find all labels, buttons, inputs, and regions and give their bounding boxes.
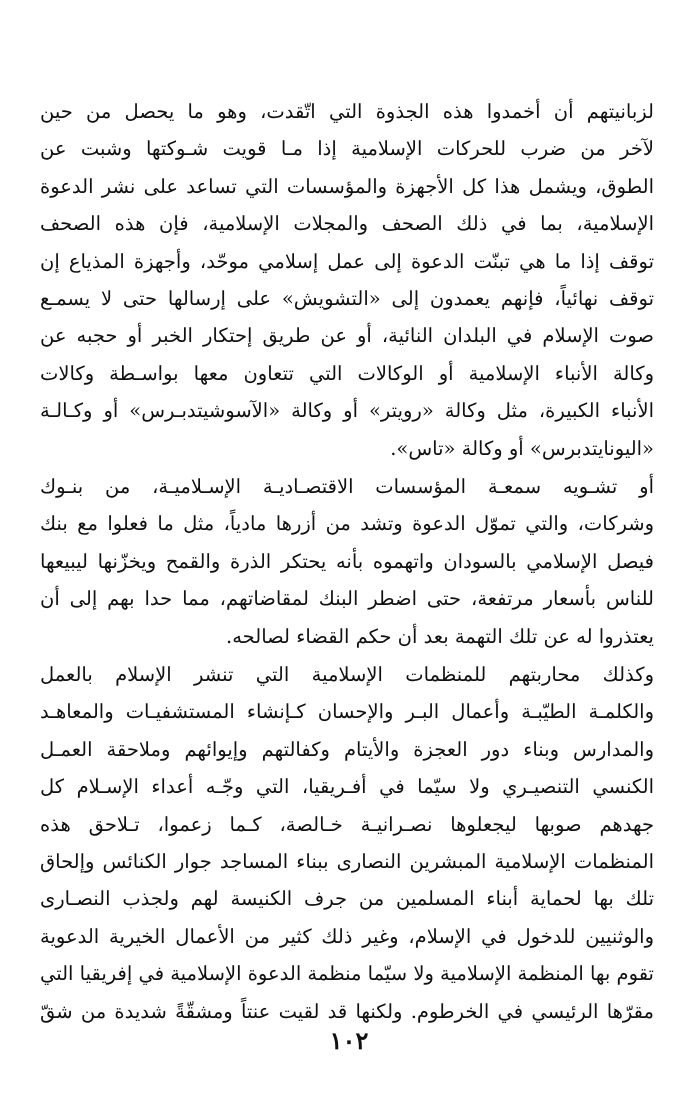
text-line: لآخر من ضرب للحركات الإسلامية إذا مـا قويت شـوكتها وشبت عن xyxy=(40,137,654,161)
text-line: وشركات، والتي تموّل الدعوة وتشد من أزرها مادياً، مثل ما فعلوا مع بنك xyxy=(40,512,654,536)
page-number: ١٠٢ xyxy=(329,1026,369,1055)
text-line: للناس بأسعار مرتفعة، حتى اضطر البنك لمقاضاتهم، مما حدا بهم إلى أن xyxy=(40,587,654,611)
text-line: فيصل الإسلامي بالسودان واتهموه بأنه يحتكر الذرة والقمح ويخزّنها ليبيعها xyxy=(40,549,654,573)
text-line: جهدهم صوبها ليجعلوها نصـرانيـة خـالصة، كـما زعموا، تـلاحق هذه xyxy=(40,812,654,836)
text-line: أو تشـويه سمعـة المؤسسات الاقتصـاديـة الإسـلاميـة، من بنـوك xyxy=(40,475,654,498)
text-line: والمدارس وبناء دور العجزة والأيتام وكفالتهم وإيوائهم وملاحقة العمـل xyxy=(40,737,654,761)
text-line: الطوق، ويشمل هذا كل الأجهزة والمؤسسات التي تساعد على نشر الدعوة xyxy=(40,174,654,198)
text-line: الكنسي التنصيـري ولا سيّما في أفـريقيا، التي وجّـه أعداء الإسـلام كل xyxy=(40,775,654,799)
text-line: تقوم بها المنظمة الإسلامية ولا سيّما منظمة الدعوة الإسلامية في إفريقيا التي xyxy=(40,962,654,986)
text-line: وكالة الأنباء الإسلامية أو الوكالات التي تتعاون معها بواسـطة وكالات xyxy=(40,361,654,385)
text-line: المنظمات الإسلامية المبشرين النصارى ببناء المساجد جوار الكنائس وإلحاق xyxy=(40,850,654,874)
text-line: مقرّها الرئيسي في الخرطوم. ولكنها قد لقيت عنتاً ومشقّةً شديدة من شقّ xyxy=(40,999,654,1023)
text-line: الأنباء الكبيرة، مثل وكالة «رويتر» أو وكالة «الآسوشيتدبـرس» أو وكـالـة xyxy=(40,399,654,423)
paragraph-2 xyxy=(40,468,654,655)
text-line: يعتذروا له عن تلك التهمة بعد أن حكم القضاء لصالحه. xyxy=(226,624,654,648)
text-line: والوثنيين للدخول في الإسلام، وغير ذلك كثير من الأعمال الخيرية الدعوية xyxy=(40,924,654,948)
text-line: توقف إذا ما هي تبنّت الدعوة إلى عمل إسلامي موحّد، وأجهزة المذياع إن xyxy=(40,249,654,273)
text-line: الإسلامية، بما في ذلك الصحف والمجلات الإسلامية، فإن هذه الصحف xyxy=(40,212,654,236)
text-line: وكذلك محاربتهم للمنظمات الإسلامية التي تنشر الإسلام بالعمل xyxy=(40,663,654,686)
paragraph-3 xyxy=(40,656,654,1030)
text-line: لزبانيتهم أن أخمدوا هذه الجذوة التي اتّقدت، وهو ما يحصل من حين xyxy=(40,100,654,123)
paragraph-1 xyxy=(40,93,654,467)
text-line: «اليونايتدبرس» أو وكالة «تاس». xyxy=(390,436,654,460)
text-line: والكلمـة الطيّبـة وأعمال البـر والإحسان كـإنشاء المستشفيـات والمعاهـد xyxy=(40,700,654,724)
text-line: توقف نهائياً، فإنهم يعمدون إلى «التشويش» على إرسالها حتى لا يسمـع xyxy=(40,287,654,311)
text-line: تلك بها لحماية أبناء المسلمين من جرف الكنيسة لهم ولجذب النصـارى xyxy=(40,887,654,911)
text-line: صوت الإسلام في البلدان النائية، أو عن طريق إحتكار الخبر أو حجبه عن xyxy=(40,324,654,348)
